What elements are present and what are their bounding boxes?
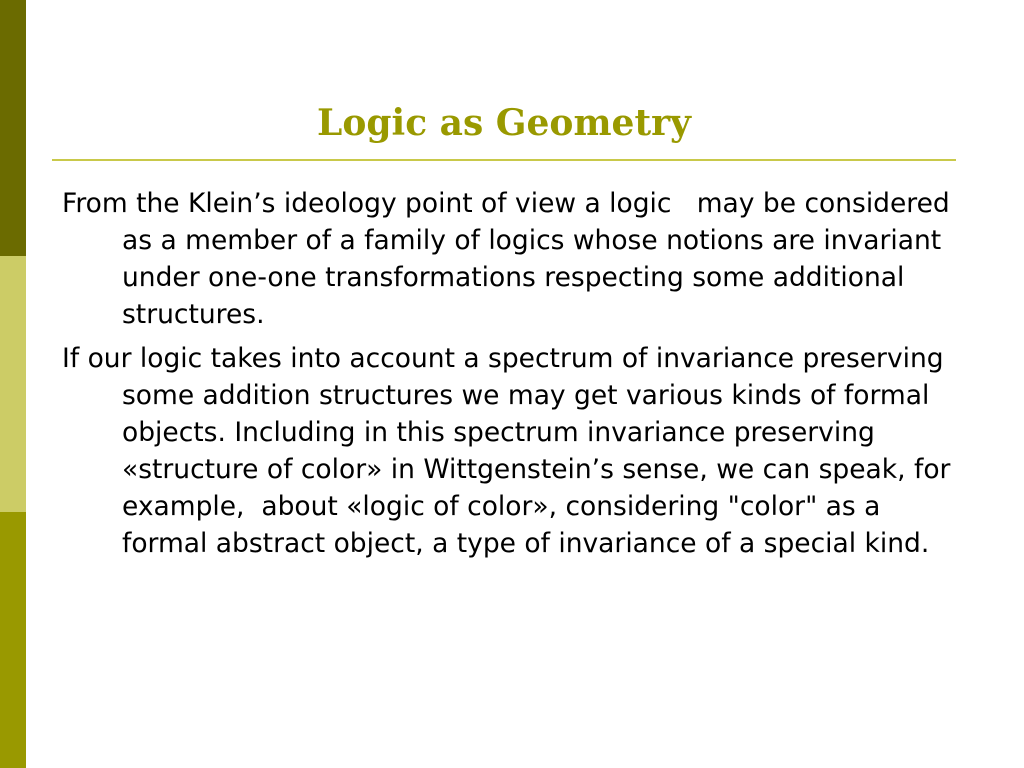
sidebar-segment-top bbox=[0, 0, 26, 256]
slide-body bbox=[62, 185, 967, 569]
sidebar-segment-middle bbox=[0, 256, 26, 512]
paragraph-klein-ideology: From the Klein’s ideology point of view a logic may be considered as a member of a family of logics whose notions are invariant under one-one transformations respecting some additional structures. bbox=[62, 188, 959, 330]
sidebar-segment-bottom bbox=[0, 512, 26, 768]
paragraph-spectrum-invariance: If our logic takes into account a spectrum of invariance preserving some addition structures we may get various kinds of formal objects. Including in this spectrum invariance preserving «structure of color» in Wittgenstein’s sense, we can speak, for example, about «logic of color», considering "color" as a formal abstract object, a type of invariance of a special kind. bbox=[62, 343, 959, 559]
sidebar-accent bbox=[0, 0, 26, 768]
slide-title: Logic as Geometry bbox=[317, 102, 691, 144]
title-divider bbox=[52, 159, 956, 161]
